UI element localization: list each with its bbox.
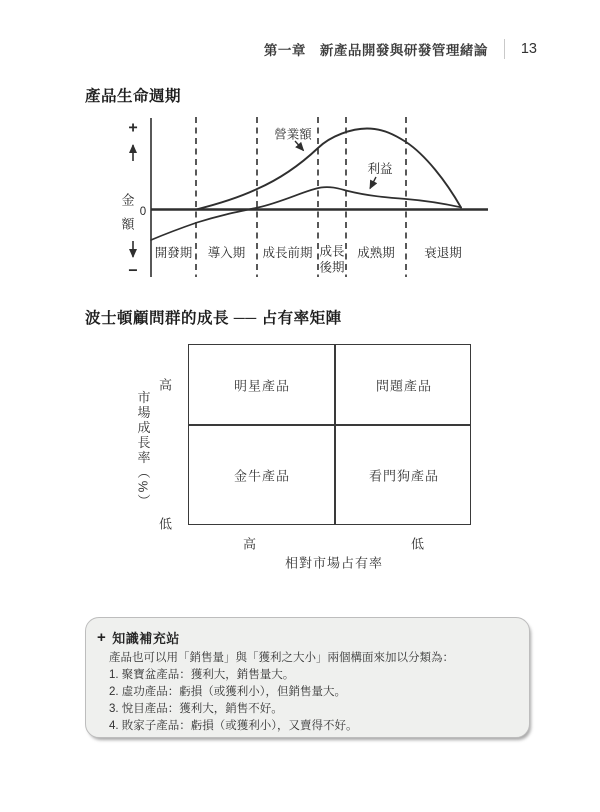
y-zero-mark: 0 [139,206,147,218]
bcg-y-axis-label: 市場成長率（%） [135,390,151,510]
phase-label-early-growth: 成長前期 [262,246,313,260]
y-minus-mark: − [128,262,138,280]
quadrant-dog: 看門狗產品 [368,468,440,484]
bcg-grid [188,344,471,525]
chapter-title: 新產品開發與研發管理緒論 [319,43,488,58]
phase-label-decline: 衰退期 [424,246,462,260]
y-unit-bottom: 額 [121,216,135,232]
knowledge-item-1: 1. 聚寶盆產品：獲利大，銷售量大。 [109,669,295,681]
phase-label-development: 開發期 [154,246,193,260]
phase-label-late-growth-line2: 後期 [319,260,345,275]
lifecycle-chart [85,110,510,290]
phase-label-introduction: 導入期 [207,246,246,260]
knowledge-box-body [86,647,529,735]
y-tick-low: 低 [158,516,174,532]
y-tick-high: 高 [158,377,174,393]
bcg-horizontal-divider [189,424,470,426]
profit-label: 利益 [367,162,393,176]
quadrant-star: 明星產品 [233,378,291,394]
x-tick-low: 低 [410,536,426,552]
quadrant-question: 問題產品 [375,378,433,394]
knowledge-box-title-row [86,618,529,647]
knowledge-intro: 產品也可以用「銷售量」與「獲利之大小」兩個構面來加以分類為： [109,652,454,664]
knowledge-item-2: 2. 虛功產品：虧損（或獲利小），但銷售量大。 [109,686,347,698]
knowledge-box-title: 知識補充站 [112,631,180,646]
header-divider [504,39,505,59]
section-title-lifecycle: 產品生命週期 [85,88,182,105]
page-number: 13 [520,41,537,57]
phase-label-late-growth-line1: 成長 [319,244,345,259]
section-title-bcg: 波士頓顧問群的成長 ── 占有率矩陣 [85,310,342,327]
revenue-curve [196,129,461,210]
page-header [0,38,537,60]
plus-icon: + [97,629,107,646]
bcg-x-axis-label: 相對市場占有率 [284,555,384,571]
profit-pointer-arrow [370,177,376,189]
revenue-label: 營業額 [274,127,312,142]
revenue-pointer-arrow [295,141,304,151]
chapter-label: 第一章 [263,43,306,58]
y-unit-top: 金 [121,192,135,208]
y-plus-mark: + [128,119,138,137]
bcg-vertical-divider [334,345,336,524]
knowledge-box [85,617,530,738]
phase-label-maturity: 成熟期 [357,246,395,260]
knowledge-item-3: 3. 悅目產品：獲利大，銷售不好。 [109,703,283,715]
x-tick-high: 高 [242,536,258,552]
quadrant-cash-cow: 金牛產品 [233,468,291,484]
knowledge-item-4: 4. 敗家子產品：虧損（或獲利小），又賣得不好。 [109,720,358,732]
profit-curve [151,187,461,240]
